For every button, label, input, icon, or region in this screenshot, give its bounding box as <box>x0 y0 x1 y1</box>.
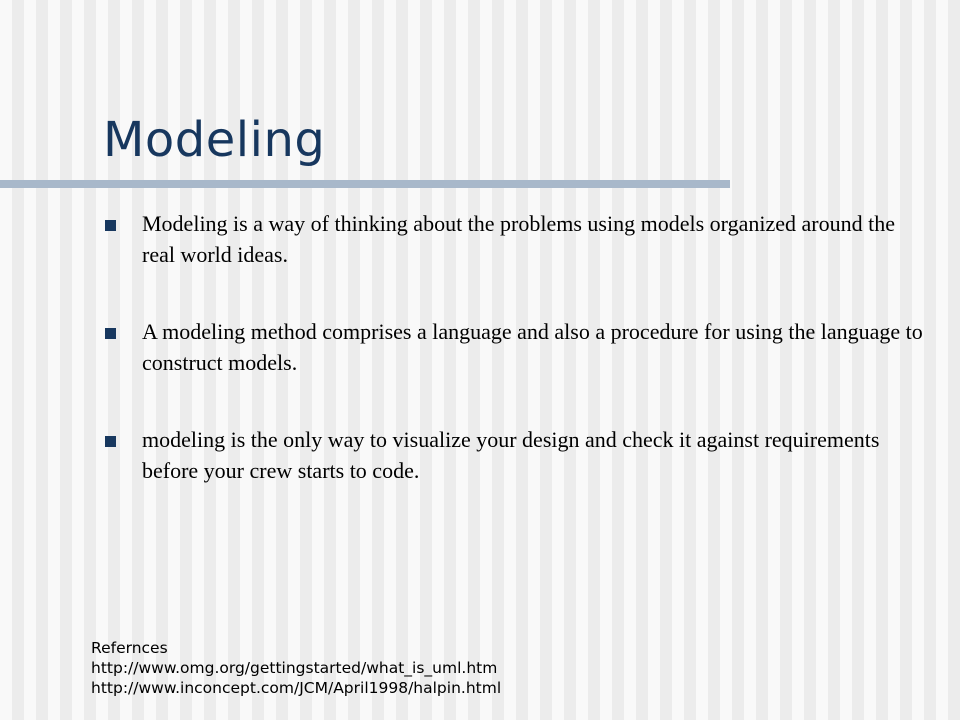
bullet-list <box>103 208 923 532</box>
bullet-text: modeling is the only way to visualize your design and check it against requirements before your crew starts to code. <box>142 427 880 483</box>
square-bullet-icon <box>105 436 116 447</box>
bullet-item <box>103 316 923 378</box>
square-bullet-icon <box>105 220 116 231</box>
square-bullet-icon <box>105 328 116 339</box>
title-underline <box>0 180 730 188</box>
bullet-text: A modeling method comprises a language and also a procedure for using the language to construct models. <box>142 319 923 375</box>
bullet-text: Modeling is a way of thinking about the problems using models organized around the real world ideas. <box>142 211 895 267</box>
bullet-item <box>103 424 923 486</box>
references-block <box>91 638 501 698</box>
reference-link[interactable]: http://www.inconcept.com/JCM/April1998/halpin.html <box>91 679 502 697</box>
slide-title: Modeling <box>103 112 326 168</box>
references-heading: Refernces <box>91 639 168 657</box>
bullet-item <box>103 208 923 270</box>
reference-link[interactable]: http://www.omg.org/gettingstarted/what_is_uml.htm <box>91 659 498 677</box>
